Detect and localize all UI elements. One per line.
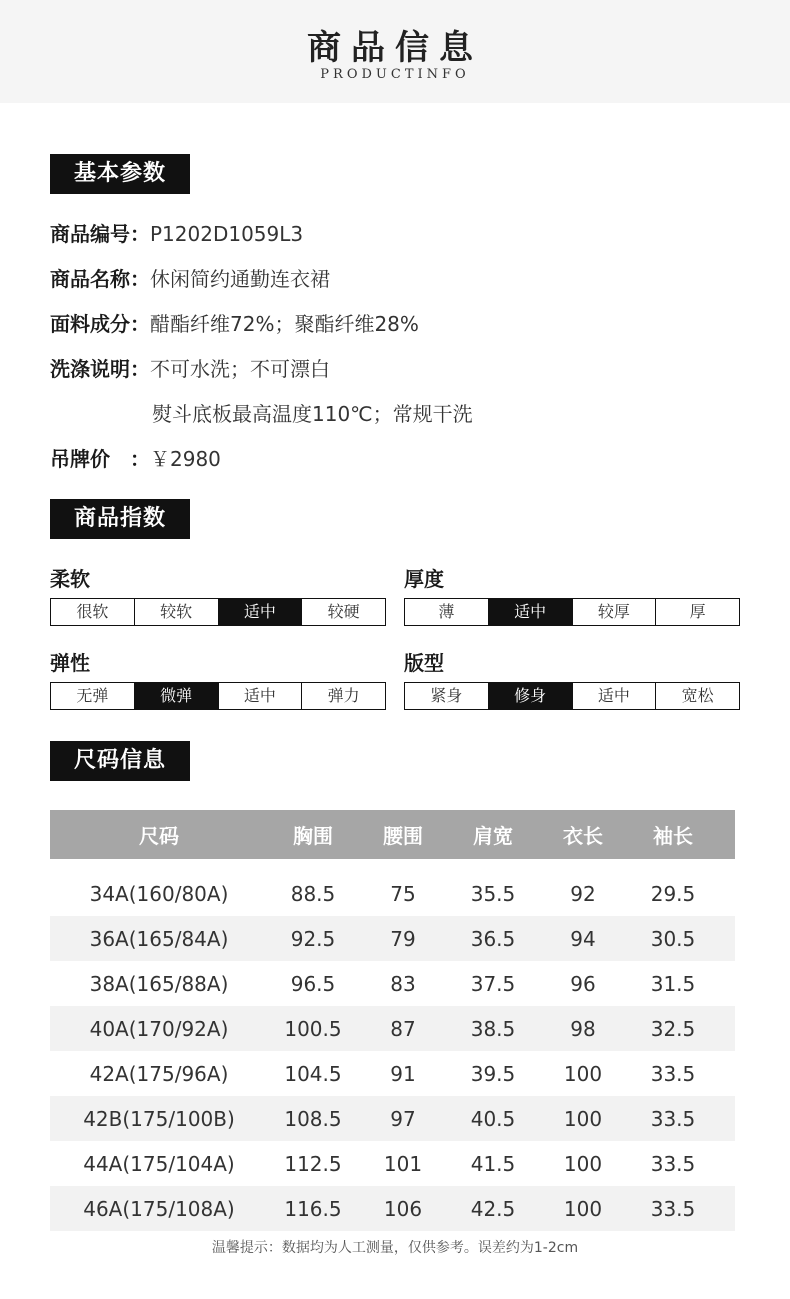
section-tag-size: 尺码信息 xyxy=(50,741,190,781)
table-cell: 33.5 xyxy=(650,1106,696,1131)
table-cell: 29.5 xyxy=(650,881,696,906)
scale-thickness xyxy=(404,598,740,626)
scale-fit xyxy=(404,682,740,710)
info-key: 吊牌价 ： xyxy=(50,447,150,471)
table-cell: 32.5 xyxy=(650,1016,696,1041)
table-cell: 38A(165/88A) xyxy=(89,971,229,996)
table-cell: 75 xyxy=(390,881,416,906)
info-row-washing-cont xyxy=(152,399,473,429)
header-cell: 尺码 xyxy=(139,824,179,848)
index-title-fit: 版型 xyxy=(404,651,444,675)
table-cell: 41.5 xyxy=(470,1151,516,1176)
table-cell: 100 xyxy=(563,1151,603,1176)
table-cell: 42A(175/96A) xyxy=(89,1061,229,1086)
scale-option: 无弹 xyxy=(76,686,109,705)
info-row-code xyxy=(50,219,303,249)
table-cell: 106 xyxy=(383,1196,423,1221)
header-cell: 腰围 xyxy=(383,824,423,848)
size-table-body xyxy=(50,871,735,1231)
header-cell: 衣长 xyxy=(563,824,603,848)
info-value: 熨斗底板最高温度110℃；常规干洗 xyxy=(152,402,473,426)
page-title: 商品信息 xyxy=(307,28,483,68)
info-row-price xyxy=(50,444,221,474)
table-cell: 38.5 xyxy=(470,1016,516,1041)
table-row xyxy=(50,1096,735,1141)
scale-option: 厚 xyxy=(655,599,739,625)
scale-softness xyxy=(50,598,386,626)
table-cell: 96.5 xyxy=(290,971,336,996)
table-cell: 42.5 xyxy=(470,1196,516,1221)
table-cell: 100.5 xyxy=(284,1016,342,1041)
table-row xyxy=(50,961,735,1006)
scale-option: 弹力 xyxy=(301,683,385,709)
scale-option: 修身 xyxy=(488,683,572,709)
scale-option: 宽松 xyxy=(655,683,739,709)
info-row-name xyxy=(50,264,330,294)
info-value: 休闲简约通勤连衣裙 xyxy=(150,267,330,291)
table-cell: 33.5 xyxy=(650,1061,696,1086)
table-cell: 112.5 xyxy=(284,1151,342,1176)
table-cell: 92 xyxy=(570,881,596,906)
table-cell: 79 xyxy=(390,926,416,951)
info-key: 商品编号： xyxy=(50,222,150,246)
table-cell: 94 xyxy=(570,926,596,951)
scale-option: 微弹 xyxy=(134,683,218,709)
scale-option: 薄 xyxy=(438,602,455,621)
table-cell: 104.5 xyxy=(284,1061,342,1086)
table-row xyxy=(50,871,735,916)
table-cell: 87 xyxy=(390,1016,416,1041)
section-tag-basic: 基本参数 xyxy=(50,154,190,194)
info-value: ￥2980 xyxy=(150,447,221,471)
info-key: 洗涤说明： xyxy=(50,357,150,381)
header-cell: 胸围 xyxy=(293,824,333,848)
info-key: 面料成分： xyxy=(50,312,150,336)
page-subtitle: PRODUCTINFO xyxy=(320,67,470,82)
index-title-thickness: 厚度 xyxy=(404,567,444,591)
table-cell: 40.5 xyxy=(470,1106,516,1131)
table-cell: 34A(160/80A) xyxy=(89,881,229,906)
table-cell: 31.5 xyxy=(650,971,696,996)
table-cell: 101 xyxy=(383,1151,423,1176)
scale-option: 很软 xyxy=(76,602,109,621)
table-cell: 100 xyxy=(563,1106,603,1131)
info-key: 商品名称： xyxy=(50,267,150,291)
scale-option: 适中 xyxy=(572,683,656,709)
table-cell: 97 xyxy=(390,1106,416,1131)
scale-option: 适中 xyxy=(218,599,302,625)
scale-option: 较软 xyxy=(134,599,218,625)
table-cell: 100 xyxy=(563,1061,603,1086)
table-cell: 30.5 xyxy=(650,926,696,951)
scale-option: 较厚 xyxy=(572,599,656,625)
scale-elasticity xyxy=(50,682,386,710)
table-cell: 88.5 xyxy=(290,881,336,906)
info-value: P1202D1059L3 xyxy=(150,222,304,246)
table-cell: 92.5 xyxy=(290,926,336,951)
table-cell: 35.5 xyxy=(470,881,516,906)
table-cell: 100 xyxy=(563,1196,603,1221)
table-cell: 91 xyxy=(390,1061,416,1086)
table-row xyxy=(50,916,735,961)
table-cell: 98 xyxy=(570,1016,596,1041)
table-cell: 33.5 xyxy=(650,1151,696,1176)
table-row xyxy=(50,1186,735,1231)
table-cell: 33.5 xyxy=(650,1196,696,1221)
table-cell: 40A(170/92A) xyxy=(89,1016,229,1041)
index-title-elasticity: 弹性 xyxy=(50,651,90,675)
table-cell: 37.5 xyxy=(470,971,516,996)
table-cell: 116.5 xyxy=(284,1196,342,1221)
size-table xyxy=(50,810,735,1231)
info-value: 醋酯纤维72%；聚酯纤维28% xyxy=(150,312,419,336)
table-row xyxy=(50,1141,735,1186)
section-tag-index: 商品指数 xyxy=(50,499,190,539)
table-cell: 44A(175/104A) xyxy=(83,1151,235,1176)
table-cell: 46A(175/108A) xyxy=(83,1196,235,1221)
info-value: 不可水洗；不可漂白 xyxy=(150,357,330,381)
table-cell: 96 xyxy=(570,971,596,996)
scale-option: 适中 xyxy=(488,599,572,625)
index-title-softness: 柔软 xyxy=(50,567,90,591)
scale-option: 较硬 xyxy=(301,599,385,625)
table-cell: 36A(165/84A) xyxy=(89,926,229,951)
size-table-header xyxy=(50,810,735,859)
size-note: 温馨提示：数据均为人工测量，仅供参考。误差约为1-2cm xyxy=(211,1240,579,1256)
scale-option: 紧身 xyxy=(430,686,463,705)
table-cell: 39.5 xyxy=(470,1061,516,1086)
table-cell: 108.5 xyxy=(284,1106,342,1131)
table-cell: 42B(175/100B) xyxy=(83,1106,235,1131)
header-cell: 袖长 xyxy=(653,824,693,848)
table-cell: 36.5 xyxy=(470,926,516,951)
info-row-washing xyxy=(50,354,330,384)
page-header xyxy=(0,0,790,103)
table-row xyxy=(50,1051,735,1096)
table-row xyxy=(50,1006,735,1051)
info-row-fabric xyxy=(50,309,419,339)
scale-option: 适中 xyxy=(218,683,302,709)
header-cell: 肩宽 xyxy=(473,824,513,848)
table-cell: 83 xyxy=(390,971,416,996)
